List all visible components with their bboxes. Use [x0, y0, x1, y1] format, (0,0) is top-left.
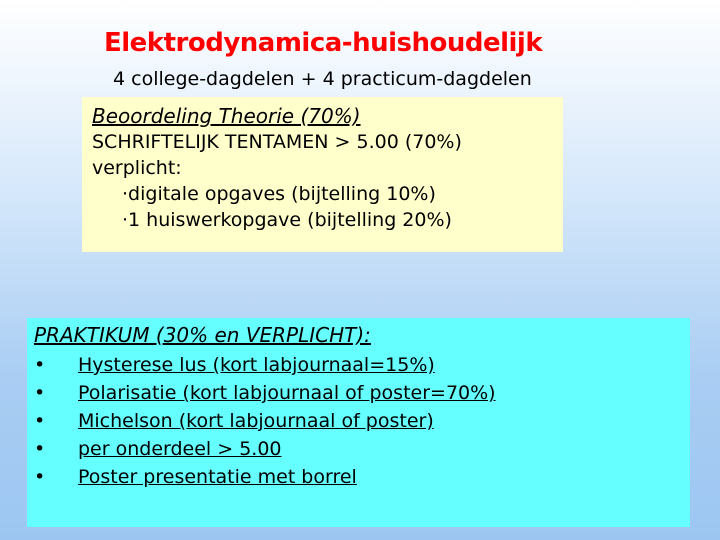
- list-item: [34, 435, 690, 463]
- bullet-icon: •: [34, 354, 46, 376]
- praktikum-heading: PRAKTIKUM (30% en VERPLICHT):: [34, 323, 371, 347]
- theory-heading: Beoordeling Theorie (70%): [92, 104, 361, 128]
- theory-line: ·digitale opgaves (bijtelling 10%): [122, 183, 436, 205]
- slide-title: Elektrodynamica-huishoudelijk: [104, 28, 543, 58]
- list-item-text: Michelson (kort labjournaal of poster): [78, 410, 434, 432]
- bullet-icon: •: [34, 410, 46, 432]
- theory-line: ·1 huiswerkopgave (bijtelling 20%): [122, 209, 452, 231]
- list-item: [34, 407, 690, 435]
- praktikum-list: [34, 351, 690, 491]
- bullet-icon: •: [34, 438, 46, 460]
- slide-subtitle: 4 college-dagdelen + 4 practicum-dagdelen: [113, 68, 532, 90]
- list-item-text: Polarisatie (kort labjournaal of poster=70%): [78, 382, 496, 404]
- theory-box: [82, 97, 563, 252]
- theory-line: verplicht:: [92, 157, 182, 179]
- list-item: [34, 351, 690, 379]
- list-item: [34, 379, 690, 407]
- bullet-icon: •: [34, 466, 46, 488]
- list-item-text: Hysterese lus (kort labjournaal=15%): [78, 354, 435, 376]
- list-item-text: Poster presentatie met borrel: [78, 466, 357, 488]
- list-item: [34, 463, 690, 491]
- praktikum-box: [27, 318, 690, 527]
- bullet-icon: •: [34, 382, 46, 404]
- theory-line: SCHRIFTELIJK TENTAMEN > 5.00 (70%): [92, 131, 462, 153]
- list-item-text: per onderdeel > 5.00: [78, 438, 282, 460]
